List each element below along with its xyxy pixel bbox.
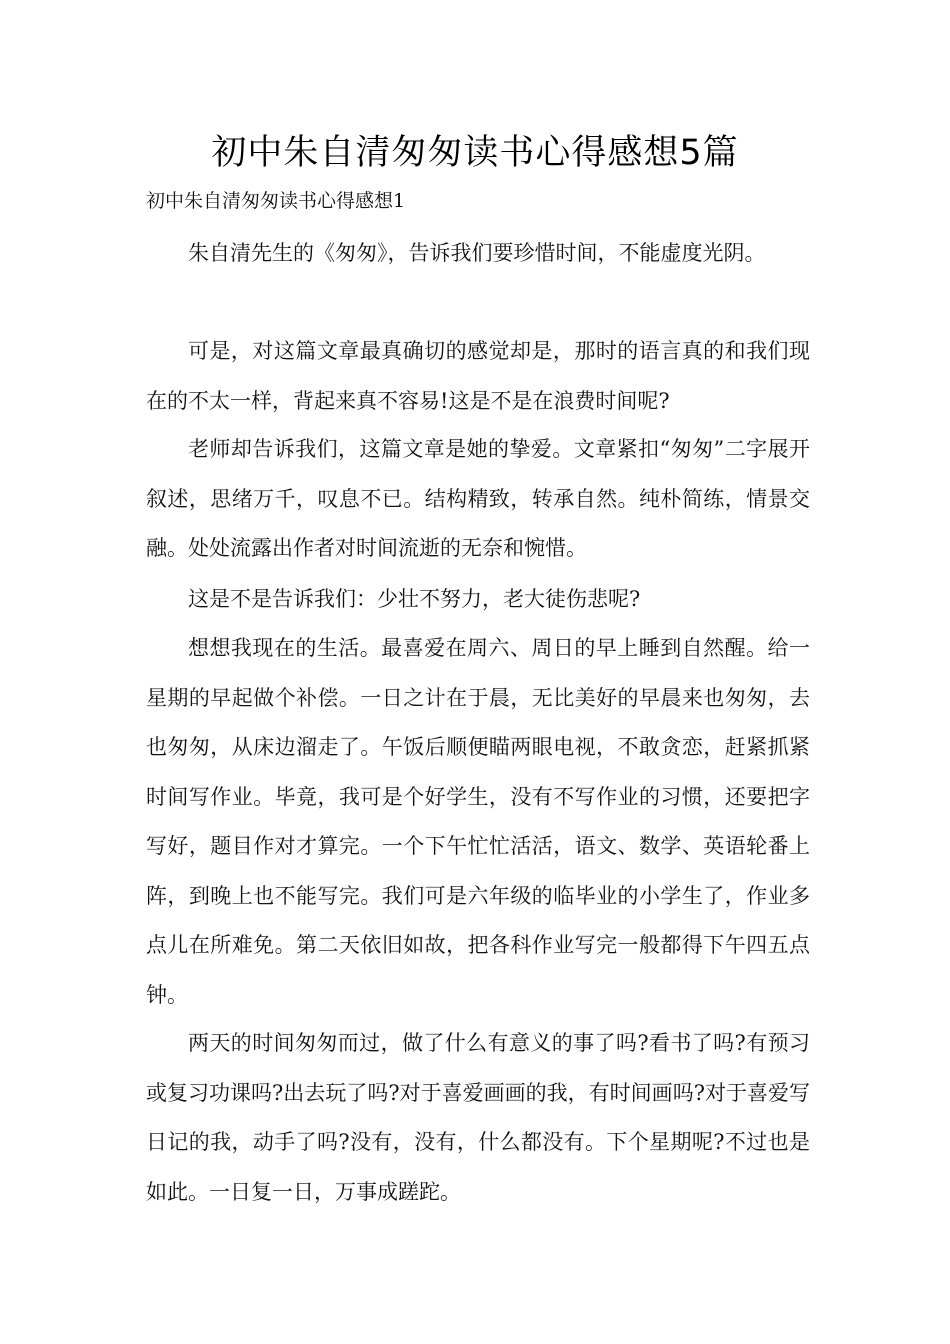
paragraph: 两天的时间匆匆而过，做了什么有意义的事了吗?看书了吗?有预习或复习功课吗?出去玩了吗?对于喜爱画画的我，有时间画吗?对于喜爱写日记的我，动手了吗?没有，没有，什么都没有。下个星期呢?不过也是如此。一日复一日，万事成蹉跎。 [146, 1031, 810, 1204]
document-title: 初中朱自清匆匆读书心得感想5篇 [211, 133, 739, 173]
paragraph: 这是不是告诉我们：少壮不努力，老大徒伤悲呢? [188, 587, 641, 611]
paragraph: 老师却告诉我们，这篇文章是她的挚爱。文章紧扣“匆匆”二字展开叙述，思绪万千，叹息不已。结构精致，转承自然。纯朴简练，情景交融。处处流露出作者对时间流逝的无奈和惋惜。 [146, 437, 810, 560]
paragraph: 朱自清先生的《匆匆》，告诉我们要珍惜时间，不能虚度光阴。 [188, 241, 766, 265]
paragraph: 想想我现在的生活。最喜爱在周六、周日的早上睡到自然醒。给一星期的早起做个补偿。一日之计在于晨，无比美好的早晨来也匆匆，去也匆匆，从床边溜走了。午饭后顺便瞄两眼电视，不敢贪恋，赶紧抓紧时间写作业。毕竟，我可是个好学生，没有不写作业的习惯，还要把字写好，题目作对才算完。一个下午忙忙活活，语文、数学、英语轮番上阵，到晚上也不能写完。我们可是六年级的临毕业的小学生了，作业多点儿在所难免。第二天依旧如故，把各科作业写完一般都得下午四五点钟。 [146, 636, 810, 1007]
paragraph: 可是，对这篇文章最真确切的感觉却是，那时的语言真的和我们现在的不太一样，背起来真不容易!这是不是在浪费时间呢? [146, 339, 810, 413]
section-heading: 初中朱自清匆匆读书心得感想1 [146, 190, 406, 212]
